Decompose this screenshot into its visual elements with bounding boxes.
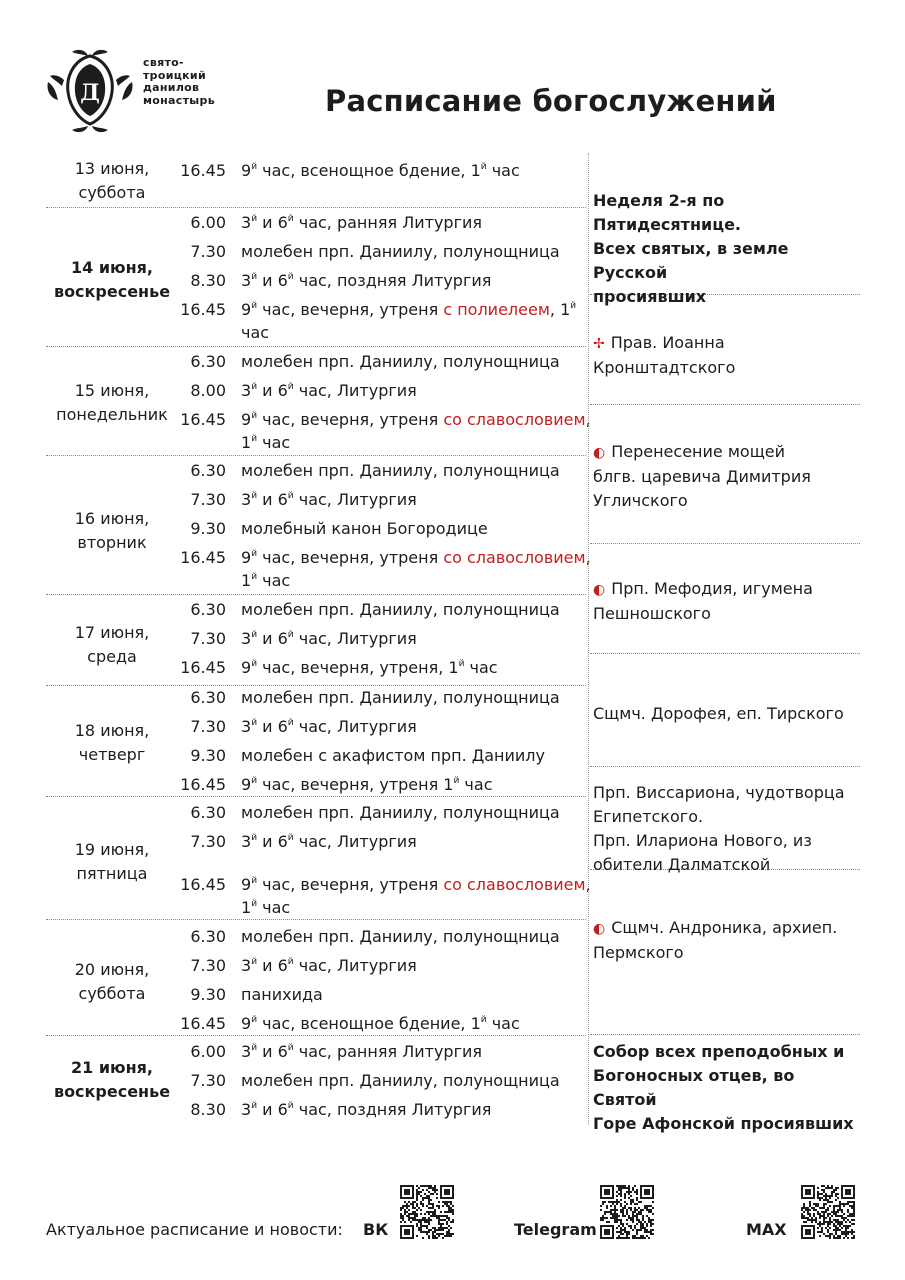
feast-entry: ◐ Сщмч. Андроника, архиеп. Пермского (593, 918, 838, 962)
service-time: 8.00 (190, 381, 226, 400)
telegram-qr-code[interactable] (600, 1185, 654, 1239)
page-title: Расписание богослужений (325, 84, 777, 118)
service-text: $9^й$ час, вечерня, утреня со славословием, $1^й$ час (241, 548, 591, 590)
feast-cross-icon: ✢ (593, 336, 605, 352)
feast-entry: ✢ Прав. Иоанна Кронштадтского (593, 333, 736, 377)
service-time: 16.45 (180, 1014, 226, 1033)
day-separator (46, 1035, 586, 1036)
service-time: 8.30 (190, 1100, 226, 1119)
service-time: 6.00 (190, 213, 226, 232)
service-time: 7.30 (190, 242, 226, 261)
service-time: 6.30 (190, 927, 226, 946)
day-separator (46, 346, 586, 347)
feast-sign-icon: ◐ (593, 445, 606, 461)
service-text: молебен прп. Даниилу, полунощница (241, 927, 560, 946)
day-date: 17 июня, среда (74, 623, 150, 666)
service-text: молебен прп. Даниилу, полунощница (241, 600, 560, 619)
brand-name: свято- троицкий данилов монастырь (143, 56, 215, 107)
service-text: $9^й$ час, вечерня, утреня, $1^й$ час (241, 658, 498, 677)
service-text: $3^й$ и $6^й$ час, Литургия (241, 490, 417, 509)
service-time: 6.30 (190, 461, 226, 480)
service-text: $3^й$ и $6^й$ час, Литургия (241, 956, 417, 975)
service-text: $9^й$ час, всенощное бдение, $1^й$ час (241, 161, 520, 180)
service-time: 9.30 (190, 519, 226, 538)
feast-entry: Прп. Виссариона, чудотворца Египетского. Прп. Илариона Нового, из обители Далматской (593, 783, 845, 874)
day-separator (46, 455, 586, 456)
service-text: $3^й$ и $6^й$ час, Литургия (241, 717, 417, 736)
feast-sign-icon: ◐ (593, 582, 606, 598)
service-time: 16.45 (180, 300, 226, 319)
service-text: $3^й$ и $6^й$ час, ранняя Литургия (241, 1042, 482, 1061)
day-separator (46, 796, 586, 797)
max-label[interactable]: MAX (746, 1220, 787, 1239)
feast-entry: Собор всех преподобных и Богоносных отцев, во Святой Горе Афонской просиявших (593, 1042, 854, 1133)
feast-entry: Сщмч. Дорофея, еп. Тирского (593, 704, 844, 723)
telegram-label[interactable]: Telegram (514, 1220, 597, 1239)
feast-sign-icon: ◐ (593, 921, 606, 937)
service-time: 8.30 (190, 271, 226, 290)
feast-separator (590, 543, 860, 544)
service-time: 7.30 (190, 956, 226, 975)
service-text: молебный канон Богородице (241, 519, 488, 538)
service-time: 9.30 (190, 985, 226, 1004)
feast-separator (590, 1034, 860, 1035)
feast-separator (590, 766, 860, 767)
service-time: 7.30 (190, 629, 226, 648)
feast-entry: Неделя 2-я по Пятидесятнице. Всех святых, в земле Русской просиявших (593, 191, 789, 306)
service-text: $3^й$ и $6^й$ час, Литургия (241, 832, 417, 851)
service-text: молебен прп. Даниилу, полунощница (241, 803, 560, 822)
service-time: 6.30 (190, 688, 226, 707)
service-text: молебен прп. Даниилу, полунощница (241, 1071, 560, 1090)
service-text: $3^й$ и $6^й$ час, поздняя Литургия (241, 1100, 492, 1119)
service-text: $3^й$ и $6^й$ час, Литургия (241, 629, 417, 648)
day-date: 21 июня, воскресенье (53, 1058, 171, 1101)
day-separator (46, 207, 586, 208)
service-text: молебен с акафистом прп. Даниилу (241, 746, 545, 765)
service-text: $9^й$ час, вечерня, утреня со славословием, $1^й$ час (241, 410, 591, 452)
max-qr-code[interactable] (801, 1185, 855, 1239)
service-time: 6.30 (190, 600, 226, 619)
service-text: $9^й$ час, вечерня, утреня $1^й$ час (241, 775, 493, 794)
service-text: панихида (241, 985, 323, 1004)
service-time: 7.30 (190, 717, 226, 736)
service-text: $9^й$ час, вечерня, утреня с полиелеем, $1^й$ час (241, 300, 577, 342)
service-text: $9^й$ час, всенощное бдение, $1^й$ час (241, 1014, 520, 1033)
footer-text: Актуальное расписание и новости: (46, 1220, 343, 1239)
column-divider (588, 153, 589, 1125)
feast-separator (590, 404, 860, 405)
svg-text:Д: Д (80, 80, 100, 106)
day-separator (46, 919, 586, 920)
service-text: $9^й$ час, вечерня, утреня со славословием, $1^й$ час (241, 875, 591, 917)
monastery-logo (44, 46, 136, 136)
feast-entry: ◐ Прп. Мефодия, игумена Пешношского (593, 579, 813, 623)
day-date: 19 июня, пятница (74, 840, 150, 883)
service-text: $3^й$ и $6^й$ час, Литургия (241, 381, 417, 400)
day-date: 13 июня, суббота (74, 159, 150, 202)
service-text: молебен прп. Даниилу, полунощница (241, 352, 560, 371)
service-time: 16.45 (180, 161, 226, 180)
feast-separator (590, 653, 860, 654)
day-date: 20 июня, суббота (74, 960, 150, 1003)
service-time: 16.45 (180, 775, 226, 794)
service-text: $3^й$ и $6^й$ час, ранняя Литургия (241, 213, 482, 232)
service-time: 7.30 (190, 1071, 226, 1090)
service-time: 16.45 (180, 658, 226, 677)
service-time: 7.30 (190, 832, 226, 851)
service-time: 6.30 (190, 803, 226, 822)
vk-label[interactable]: ВК (363, 1220, 389, 1239)
day-date: 14 июня, воскресенье (53, 258, 171, 301)
service-time: 16.45 (180, 410, 226, 429)
day-date: 18 июня, четверг (74, 721, 150, 764)
service-time: 6.30 (190, 352, 226, 371)
feast-entry: ◐ Перенесение мощей блгв. царевича Димитрия Угличского (593, 442, 811, 510)
service-text: молебен прп. Даниилу, полунощница (241, 688, 560, 707)
service-text: молебен прп. Даниилу, полунощница (241, 461, 560, 480)
service-highlight: со славословием (443, 875, 586, 894)
service-time: 7.30 (190, 490, 226, 509)
service-highlight: со славословием (443, 410, 586, 429)
service-highlight: со славословием (443, 548, 586, 567)
vk-qr-code[interactable] (400, 1185, 454, 1239)
service-time: 9.30 (190, 746, 226, 765)
service-text: молебен прп. Даниилу, полунощница (241, 242, 560, 261)
day-separator (46, 594, 586, 595)
day-date: 15 июня, понедельник (56, 381, 168, 424)
day-date: 16 июня, вторник (74, 509, 150, 552)
service-highlight: с полиелеем (443, 300, 550, 319)
service-time: 6.00 (190, 1042, 226, 1061)
service-time: 16.45 (180, 875, 226, 894)
service-text: $3^й$ и $6^й$ час, поздняя Литургия (241, 271, 492, 290)
service-time: 16.45 (180, 548, 226, 567)
